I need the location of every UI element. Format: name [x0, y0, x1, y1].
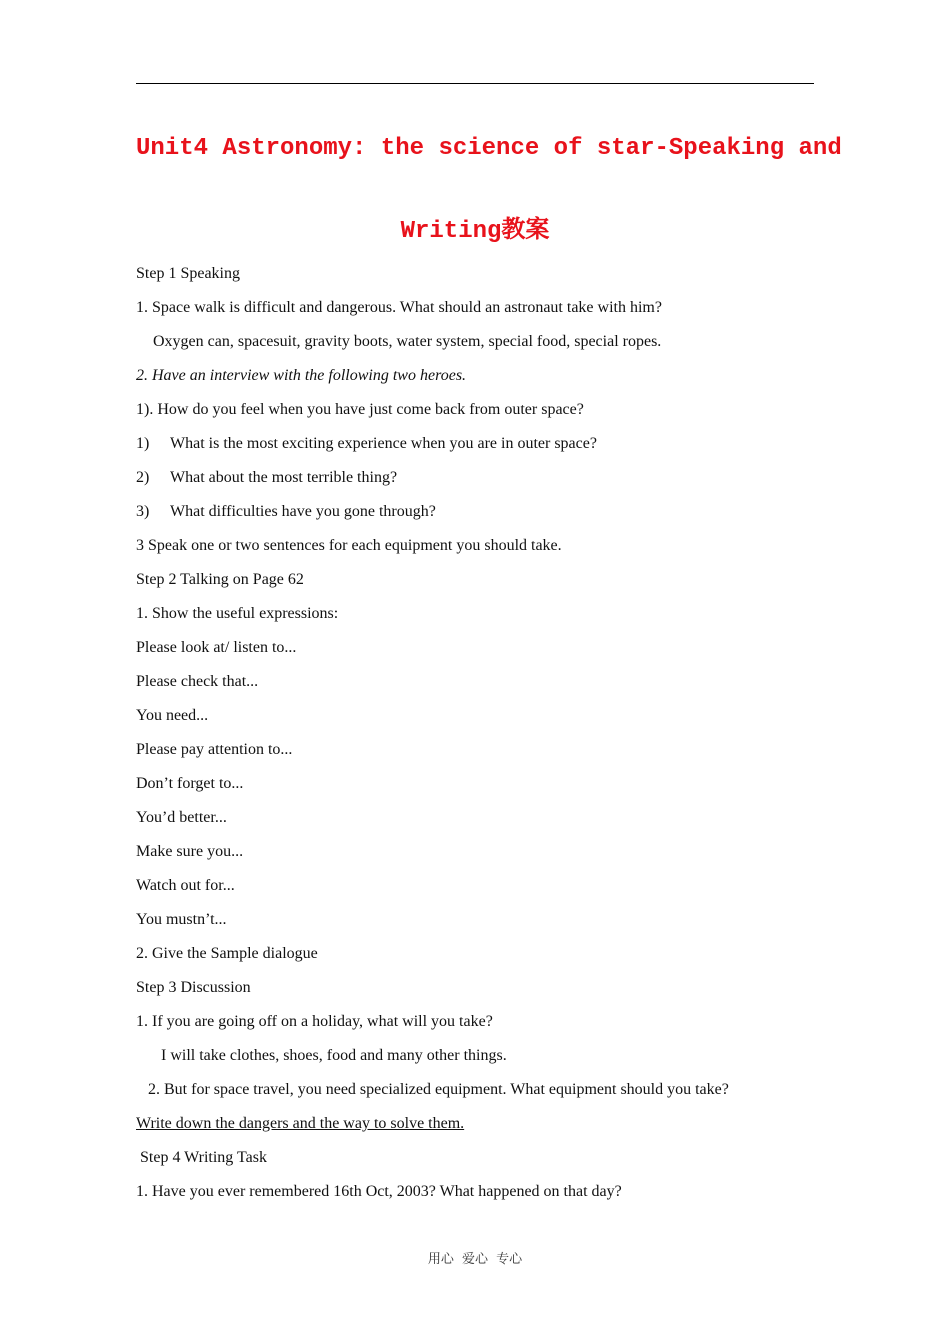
list-item	[136, 502, 436, 522]
step3-question-1: 1. If you are going off on a holiday, what will you take?	[136, 1013, 493, 1030]
expression-item: Please check that...	[136, 673, 259, 690]
expression-item: You need...	[136, 707, 209, 724]
document-title-line-1: Unit4 Astronomy: the science of star-Speaking and	[136, 135, 842, 162]
page-footer: 用心 爱心 专心	[427, 1252, 523, 1267]
step2-question-2: 2. Give the Sample dialogue	[136, 945, 318, 962]
step2-heading: Step 2 Talking on Page 62	[136, 571, 304, 588]
list-number: 3)	[136, 503, 150, 520]
step1-question-1: 1. Space walk is difficult and dangerous. What should an astronaut take with him?	[136, 299, 662, 316]
title-cjk: 教案	[501, 215, 550, 243]
step3-task: Write down the dangers and the way to solve them.	[136, 1115, 465, 1132]
list-item	[136, 468, 397, 488]
expression-item: Don’t forget to...	[136, 775, 244, 792]
step1-answer-1: Oxygen can, spacesuit, gravity boots, water system, special food, special ropes.	[153, 333, 662, 350]
list-number: 1)	[136, 435, 150, 452]
step1-interview-question: 1). How do you feel when you have just come back from outer space?	[136, 401, 584, 418]
list-text: What about the most terrible thing?	[170, 469, 398, 486]
title-latin: Writing	[400, 218, 502, 245]
expression-item: You mustn’t...	[136, 911, 227, 928]
expression-item: Please pay attention to...	[136, 741, 293, 758]
step1-question-2: 2. Have an interview with the following two heroes.	[136, 367, 467, 384]
expression-item: You’d better...	[136, 809, 227, 826]
step1-heading: Step 1 Speaking	[136, 265, 240, 282]
step3-question-2: 2. But for space travel, you need specialized equipment. What equipment should you take?	[148, 1081, 729, 1098]
step1-question-3: 3 Speak one or two sentences for each equipment you should take.	[136, 537, 562, 554]
step4-question-1: 1. Have you ever remembered 16th Oct, 2003? What happened on that day?	[136, 1183, 622, 1200]
expression-item: Please look at/ listen to...	[136, 639, 297, 656]
list-number: 2)	[136, 469, 150, 486]
list-text: What is the most exciting experience when you are in outer space?	[170, 435, 597, 452]
step3-answer-1: I will take clothes, shoes, food and many other things.	[161, 1047, 507, 1064]
document-title-line-2	[136, 209, 814, 245]
step3-heading: Step 3 Discussion	[136, 979, 251, 996]
header-rule	[136, 83, 814, 84]
list-item	[136, 434, 597, 454]
step2-question-1: 1. Show the useful expressions:	[136, 605, 339, 622]
expression-item: Watch out for...	[136, 877, 235, 894]
step4-heading: Step 4 Writing Task	[140, 1149, 267, 1166]
expression-item: Make sure you...	[136, 843, 244, 860]
list-text: What difficulties have you gone through?	[170, 503, 436, 520]
